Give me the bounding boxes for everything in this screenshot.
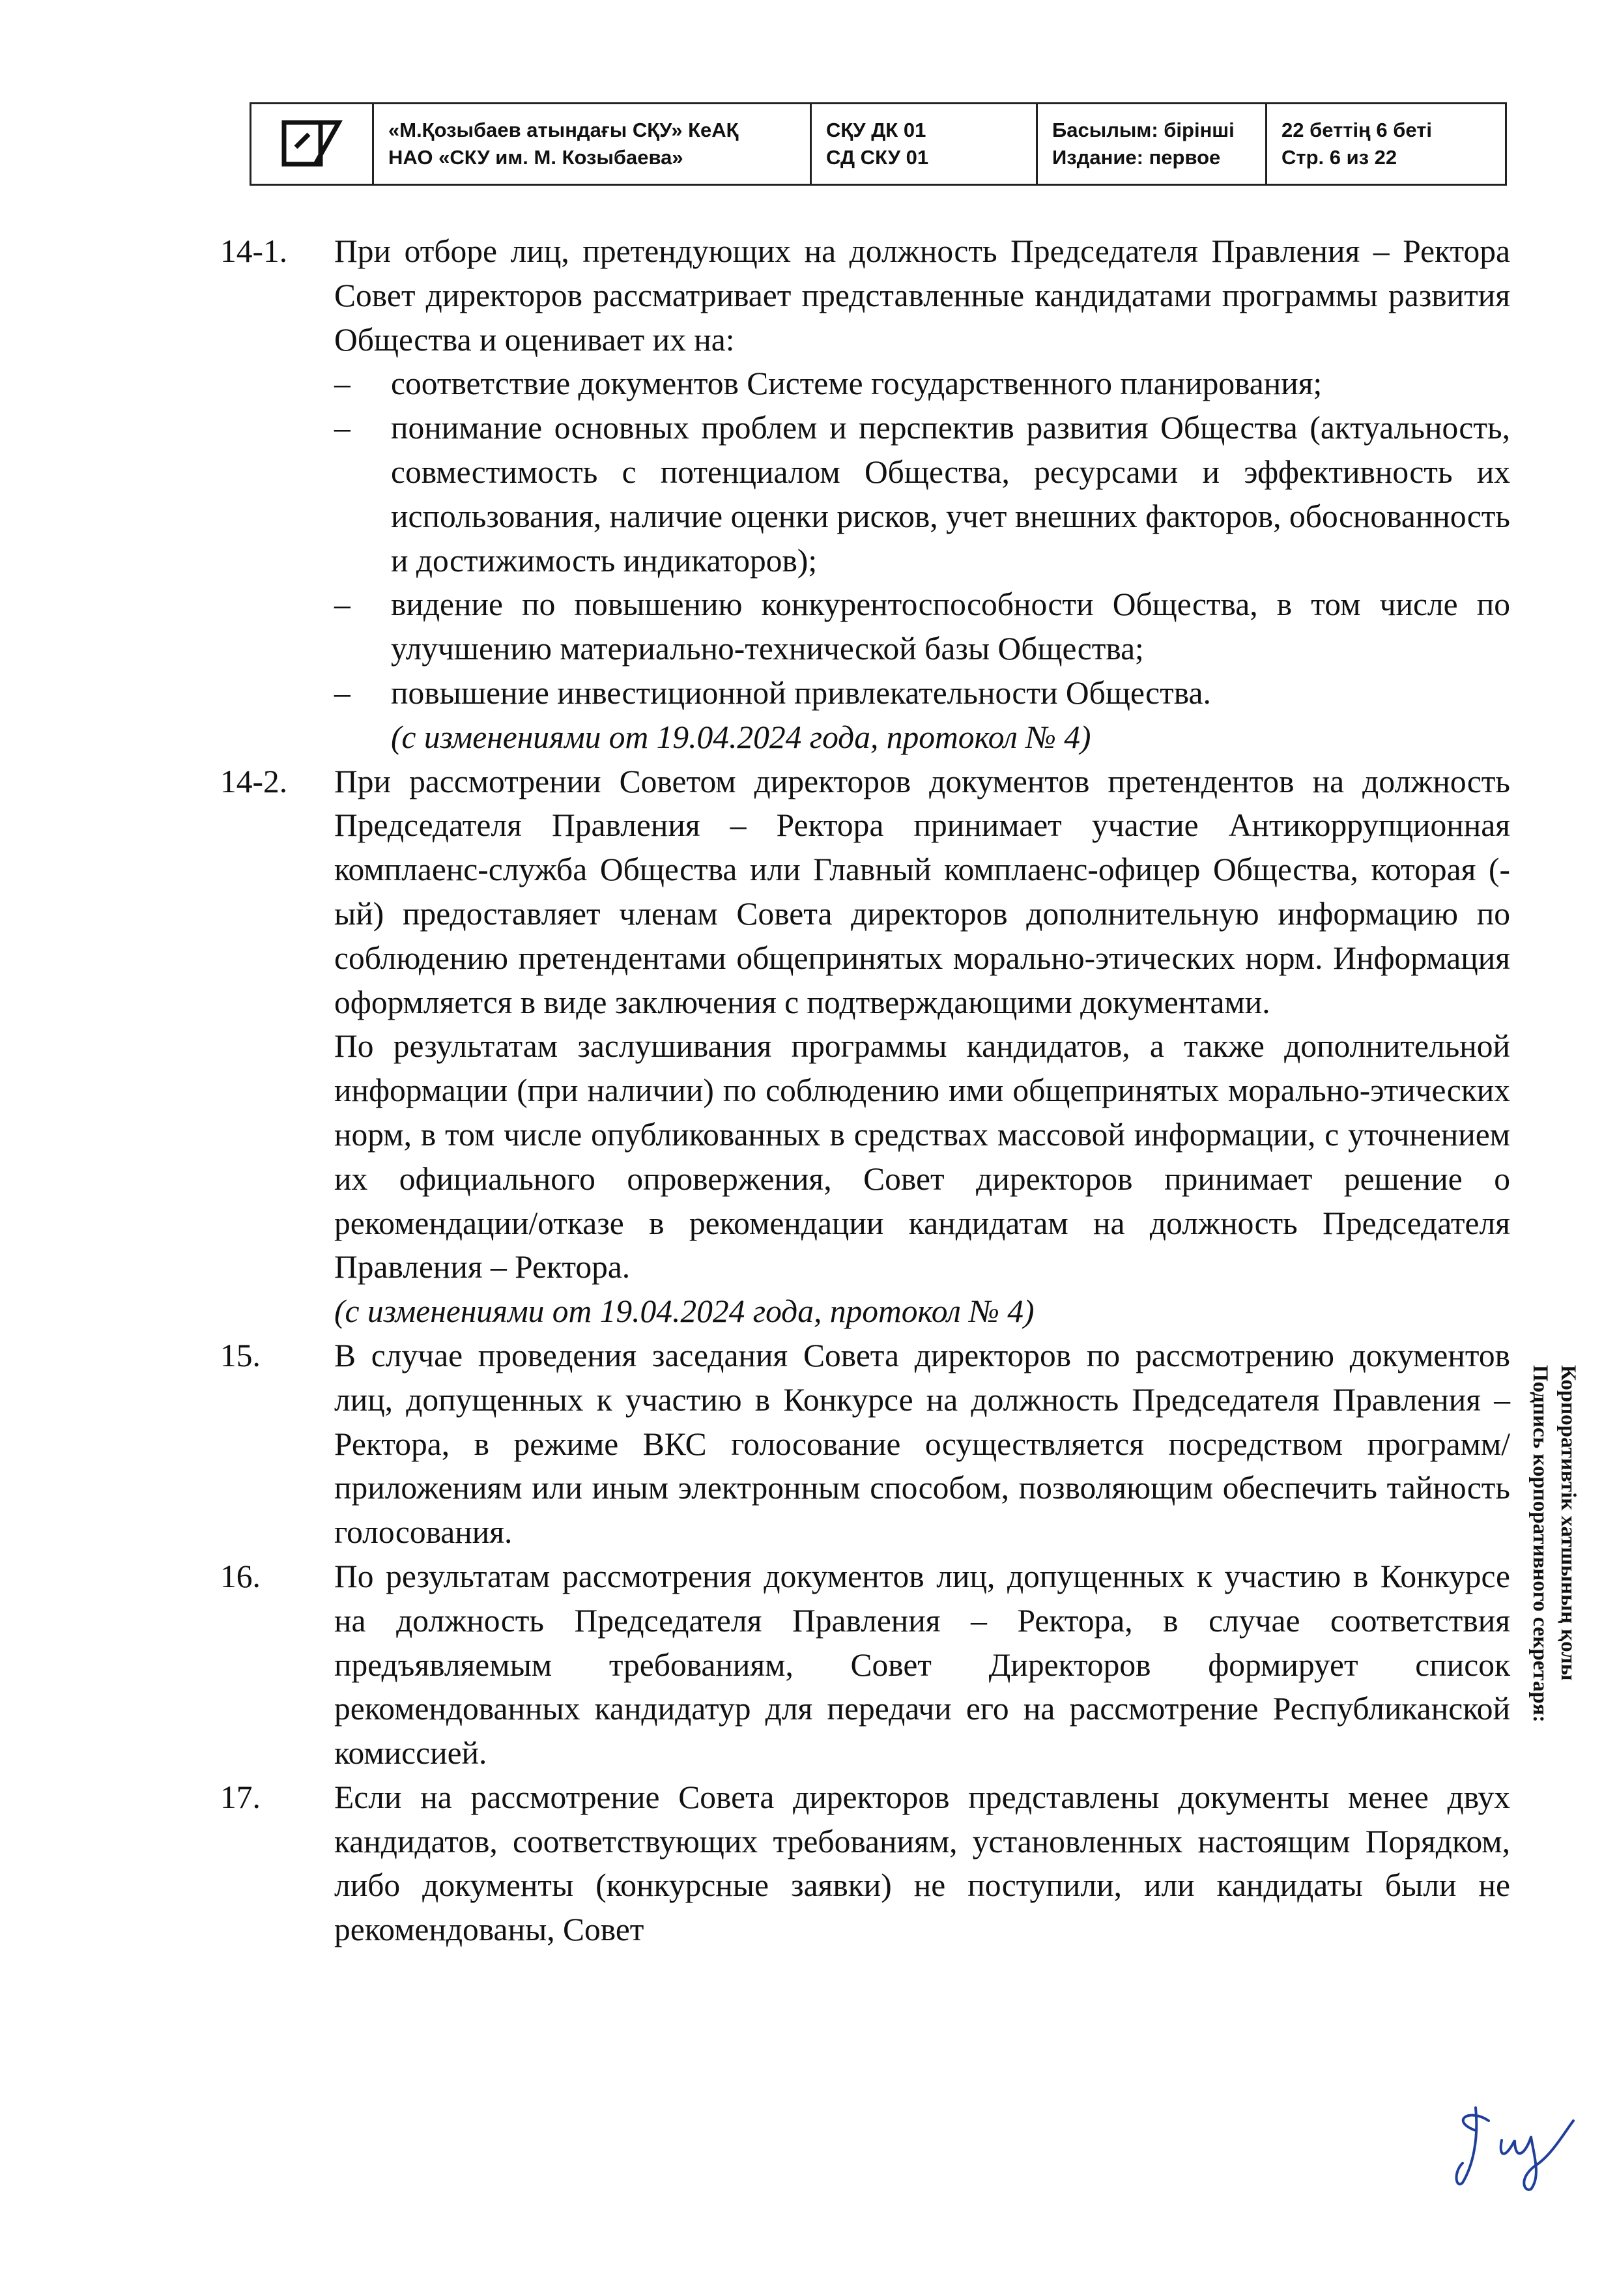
- list-item-text: понимание основных проблем и перспектив развития Общества (актуальность, совместимость с потенциалом Общества, ресурсами и эффективность их использования, наличие оценки рисков, учет внешних факторов, обоснованность и достижимость индикаторов);: [391, 410, 1510, 579]
- clause-number: 17.: [220, 1779, 261, 1815]
- stamp-text: [1526, 1365, 1582, 2075]
- doc-code-ru: СД СКУ 01: [826, 146, 929, 169]
- org-name-ru: НАО «СКУ им. М. Козыбаева»: [388, 146, 683, 169]
- header-organization: [374, 104, 812, 184]
- handwritten-signature: [1443, 2095, 1593, 2192]
- edition-kz: Басылым: бірінші: [1052, 119, 1235, 141]
- clause-14-2: [220, 760, 1510, 1334]
- clause-number: 15.: [220, 1337, 261, 1373]
- document-body: [220, 229, 1510, 1952]
- list-item: – видение по повышению конкурентоспособности Общества, в том числе по улучшению материально-технической базы Общества;: [334, 586, 1510, 667]
- header-edition: [1038, 104, 1267, 184]
- logo-icon: [276, 115, 348, 173]
- clause-text: В случае проведения заседания Совета директоров по рассмотрению документов лиц, допущенных к участию в Конкурсе на должность Председателя Правления – Ректора, в режиме ВКС голосование осуществляется посредством программ/приложениям или иным электронным способом, позволяющим обеспечить тайность голосования.: [334, 1337, 1510, 1551]
- list-item-text: видение по повышению конкурентоспособности Общества, в том числе по улучшению материально-технической базы Общества;: [391, 586, 1510, 667]
- clause-16: [220, 1555, 1510, 1775]
- clause-text: По результатам рассмотрения документов лиц, допущенных к участию в Конкурсе на должность Председателя Правления – Ректора, в случае соответствия предъявляемым требованиям, Совет Директоров формирует список рекомендованных кандидатур для передачи его на рассмотрение Республиканской комиссией.: [334, 1558, 1510, 1772]
- stamp-line-ru: Подпись корпоративного секретаря:: [1528, 1365, 1552, 1723]
- clause-text: Если на рассмотрение Совета директоров представлены документы менее двух кандидатов, соответствующих требованиям, установленных настоящим Порядком, либо документы (конкурсные заявки) не поступили, или кандидаты были не рекомендованы, Совет: [334, 1779, 1510, 1948]
- amendment-note: (с изменениями от 19.04.2024 года, протокол № 4): [391, 719, 1091, 755]
- secretary-signature-stamp: [1520, 1365, 1582, 2075]
- clause-17: [220, 1775, 1510, 1952]
- clause-paragraph: По результатам заслушивания программы кандидатов, а также дополнительной информации (при наличии) по соблюдению ими общепринятых морально-этических норм, в том числе опубликованных в средствах массовой информации, с уточнением их официального опровержения, Совет директоров принимает решение о рекомендации/отказе в рекомендации кандидатам на должность Председателя Правления – Ректора.: [334, 1028, 1510, 1285]
- list-item: – повышение инвестиционной привлекательности Общества.: [334, 674, 1211, 711]
- clause-number: 14-2.: [220, 763, 288, 799]
- list-item-text: соответствие документов Системе государственного планирования;: [391, 366, 1323, 402]
- page-number-ru: Стр. 6 из 22: [1281, 146, 1397, 169]
- clause-number: 16.: [220, 1558, 261, 1594]
- clause-number: 14-1.: [220, 233, 288, 269]
- header-document-code: [812, 104, 1038, 184]
- edition-ru: Издание: первое: [1052, 146, 1221, 169]
- clause-15: [220, 1334, 1510, 1555]
- list-item-text: повышение инвестиционной привлекательности Общества.: [391, 674, 1211, 711]
- page-number-kz: 22 беттің 6 беті: [1281, 119, 1433, 141]
- stamp-line-kz: Корпоративтік хатшының қолы: [1556, 1365, 1580, 1681]
- clause-paragraph: При рассмотрении Советом директоров документов претендентов на должность Председателя Правления – Ректора принимает участие Антикоррупционная комплаенс-служба Общества или Главный комплаенс-офицер Общества, которая (-ый) предоставляет членам Совета директоров дополнительную информацию по соблюдению претендентами общепринятых морально-этических норм. Информация оформляется в виде заключения с подтверждающими документами.: [334, 763, 1510, 1020]
- doc-code-kz: СҚУ ДК 01: [826, 119, 926, 141]
- university-logo: [251, 104, 374, 184]
- header-page-number: [1267, 104, 1505, 184]
- document-header: [250, 102, 1507, 186]
- amendment-note: (с изменениями от 19.04.2024 года, протокол № 4): [334, 1293, 1035, 1330]
- clause-intro: При отборе лиц, претендующих на должность Председателя Правления – Ректора Совет директоров рассматривает представленные кандидатами программы развития Общества и оценивает их на:: [334, 233, 1510, 358]
- clause-14-1: [220, 229, 1510, 760]
- list-item: – понимание основных проблем и перспектив развития Общества (актуальность, совместимость с потенциалом Общества, ресурсами и эффективность их использования, наличие оценки рисков, учет внешних факторов, обоснованность и достижимость индикаторов);: [334, 410, 1510, 579]
- list-item: – соответствие документов Системе государственного планирования;: [334, 366, 1323, 402]
- org-name-kz: «М.Қозыбаев атындағы СҚУ» КеАҚ: [388, 119, 739, 141]
